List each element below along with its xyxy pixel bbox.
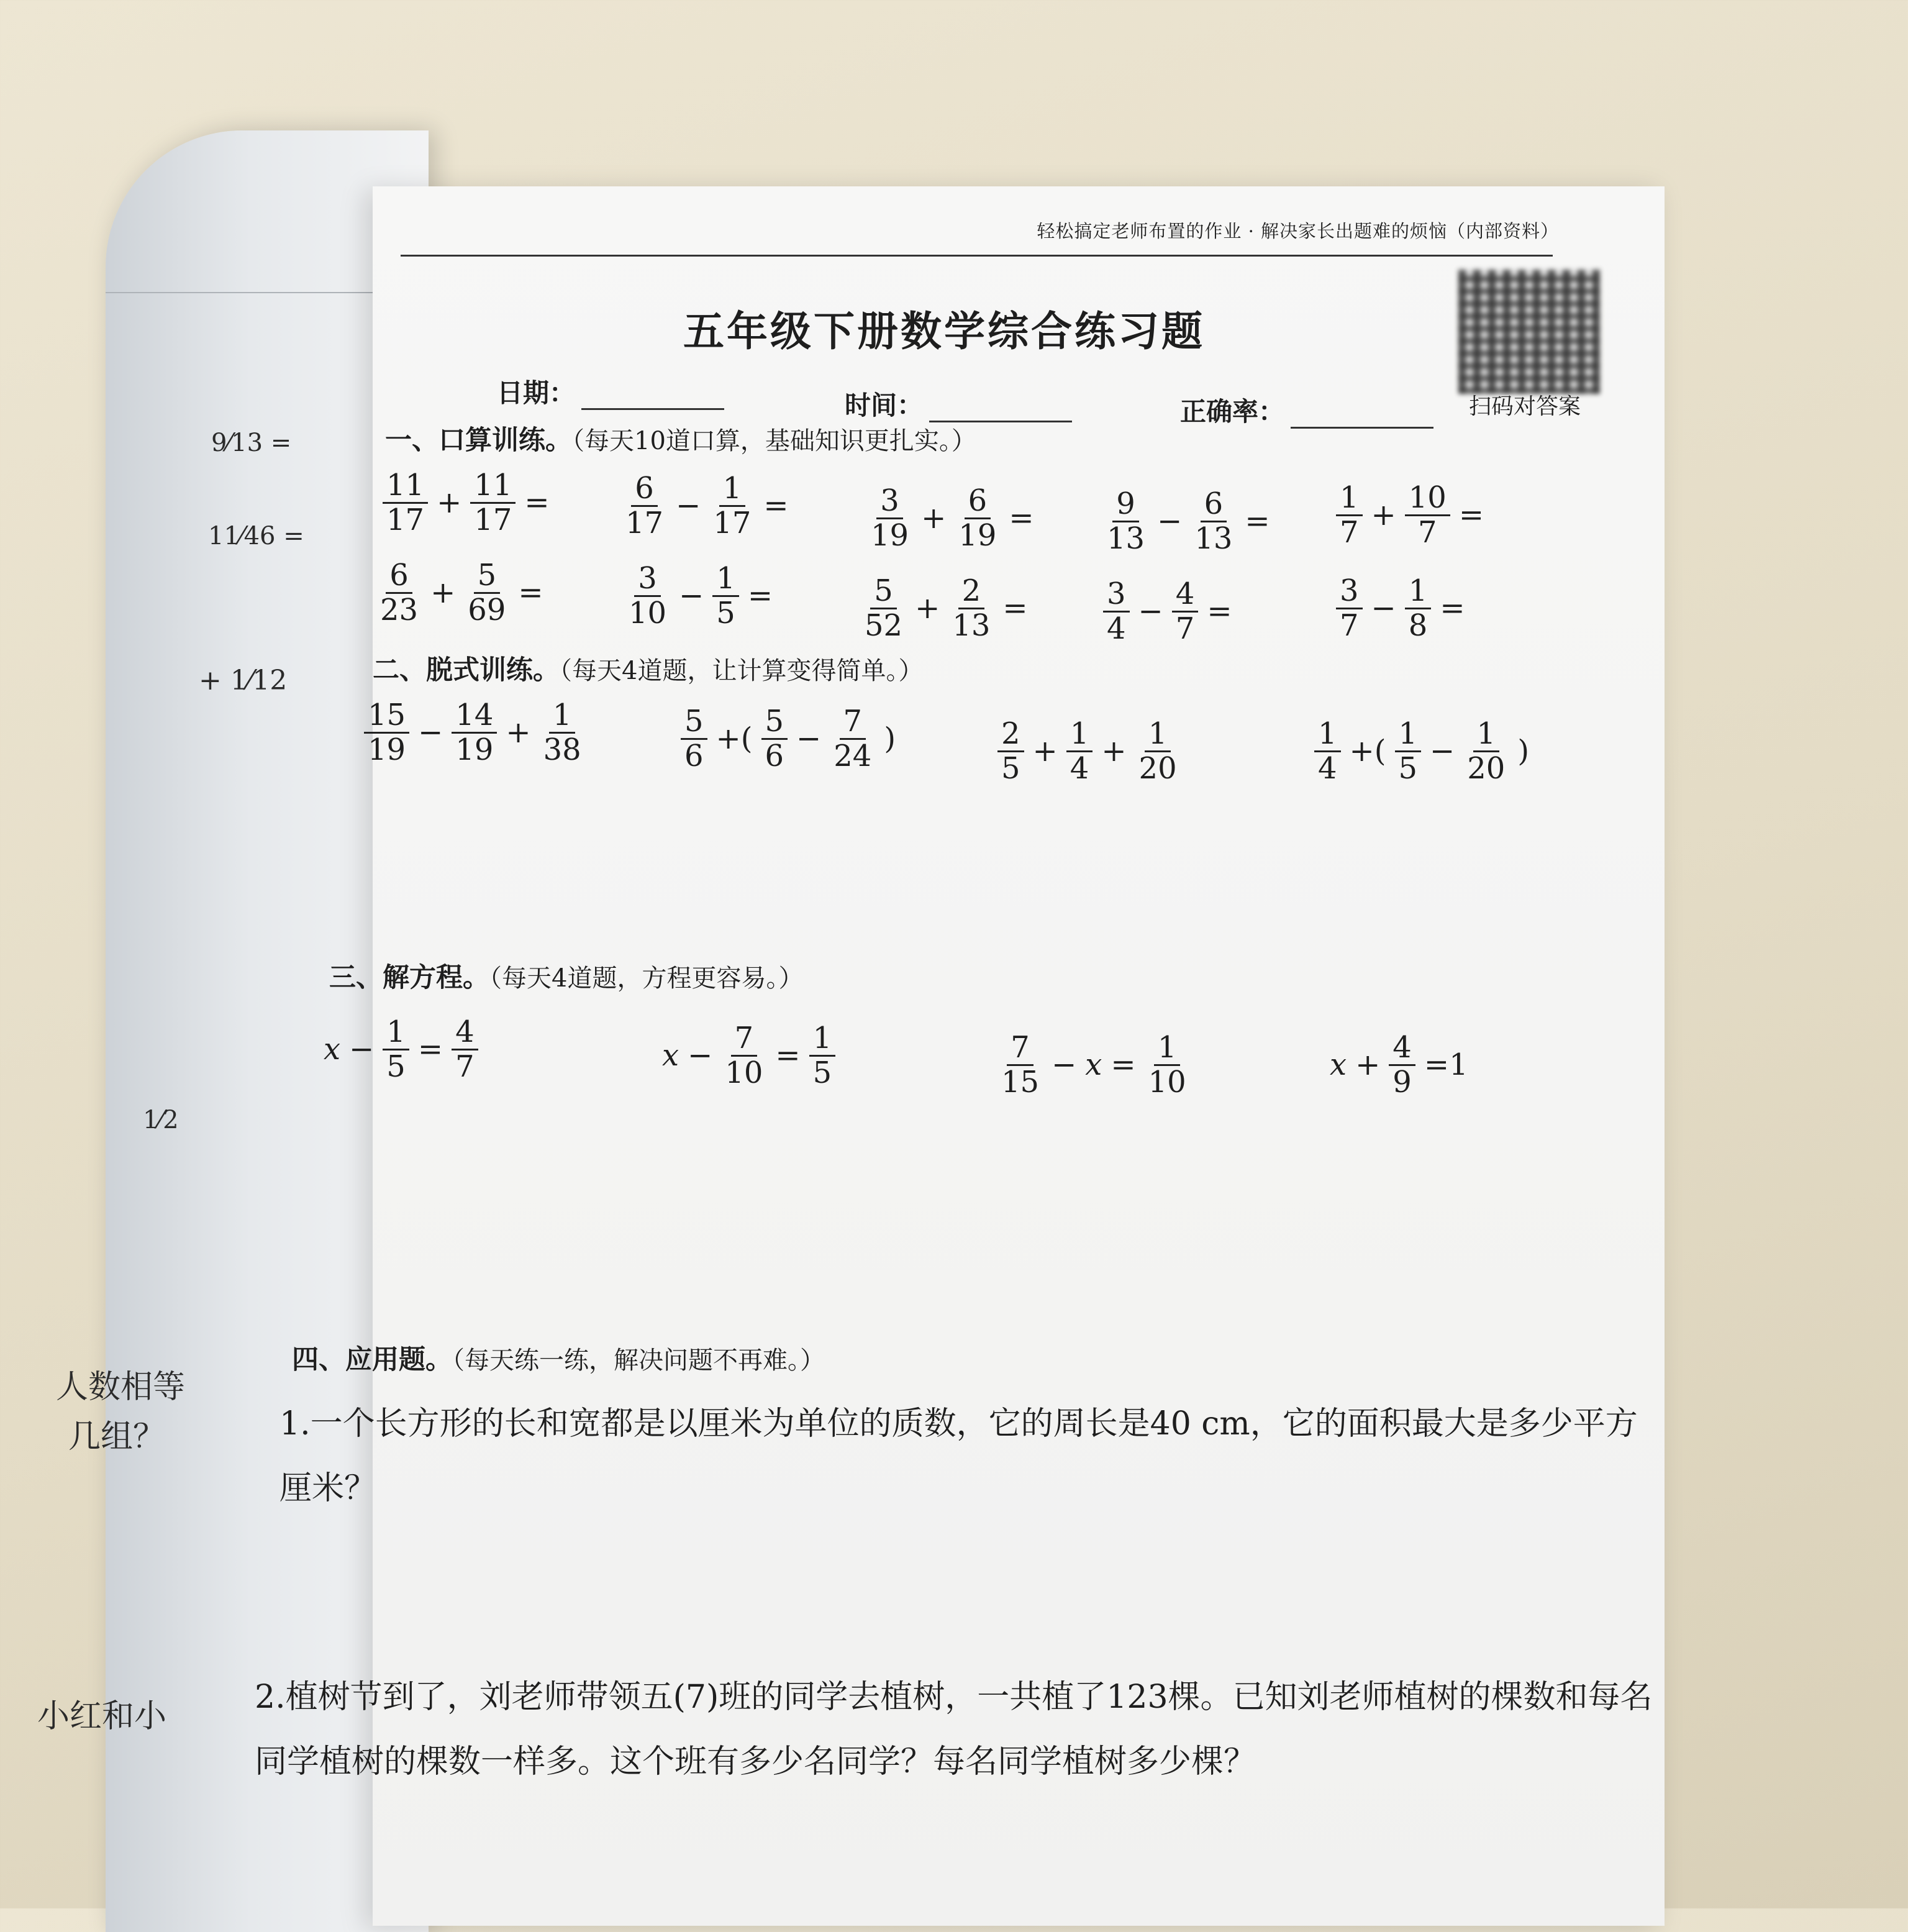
oral-q9: $\frac{3}{4}$ − $\frac{4}{7}$ = [1099, 578, 1237, 645]
date-label: 日期： [497, 378, 576, 408]
qr-code-icon [1458, 270, 1600, 394]
time-field [845, 385, 1072, 422]
oral-q2: $\frac{6}{17}$ − $\frac{1}{17}$ = [625, 471, 789, 540]
section-3-title: 三、解方程。 [329, 962, 489, 993]
left-ghost-text-2: 几组？ [68, 1418, 166, 1456]
section-4-title: 四、应用题。 [292, 1344, 452, 1375]
step-q1: $\frac{15}{19}$ − $\frac{14}{19}$ + $\frac{1}{38}$ [360, 699, 589, 767]
word-problem-2: 2.植树节到了，刘老师带领五(7)班的同学去植树，一共植了123棵。已知刘老师植树的棵数和每名同学植树的棵数一样多。这个班有多少名同学？每名同学植树多少棵？ [255, 1679, 1653, 1780]
equation-q4: x + $\frac{4}{9}$ =1 [1330, 1030, 1468, 1100]
left-fraction-1: 9⁄13 = [211, 429, 292, 457]
page-title: 五年级下册数学综合练习题 [683, 307, 1205, 355]
header-rule [401, 255, 1553, 257]
equation-q1: x − $\frac{1}{5}$ = $\frac{4}{7}$ [320, 1016, 482, 1083]
step-q2: $\frac{5}{6}$ +( $\frac{5}{6}$ − $\frac{7}{24}$ ) [677, 705, 901, 773]
section-4-note: （每天练一练，解决问题不再难。） [452, 1346, 825, 1375]
qr-label: 扫码对答案 [1469, 394, 1581, 419]
left-ghost-text-3: 小红和小 [37, 1698, 167, 1735]
date-blank[interactable] [581, 408, 724, 410]
left-fraction-4: 1⁄2 [143, 1106, 179, 1134]
section-1-note: （每天10道口算，基础知识更扎实。） [572, 427, 976, 455]
time-label: 时间： [845, 390, 924, 421]
step-q3: $\frac{2}{5}$ + $\frac{1}{4}$ + $\frac{1}{20}$ [994, 718, 1184, 785]
oral-q10: $\frac{3}{7}$ − $\frac{1}{8}$ = [1332, 575, 1470, 642]
header-text: 轻松搞定老师布置的作业 · 解决家长出题难的烦恼（内部资料） [1037, 221, 1559, 242]
oral-q4: $\frac{9}{13}$ − $\frac{6}{13}$ = [1107, 486, 1270, 556]
left-fraction-3: + 1⁄12 [199, 665, 288, 696]
left-ghost-text-1: 人数相等 [56, 1369, 186, 1406]
accuracy-label: 正确率： [1180, 396, 1285, 427]
accuracy-blank[interactable] [1291, 427, 1433, 429]
section-2-note: （每天4道题，让计算变得简单。） [560, 657, 924, 685]
step-q4: $\frac{1}{4}$ +( $\frac{1}{5}$ − $\frac{1}{20}$ ) [1311, 718, 1534, 785]
section-3-note: （每天4道题，方程更容易。） [489, 964, 804, 993]
oral-q3: $\frac{3}{19}$ + $\frac{6}{19}$ = [871, 483, 1034, 553]
oral-q6: $\frac{6}{23}$ + $\frac{5}{69}$ = [380, 558, 543, 627]
oral-q8: $\frac{5}{52}$ + $\frac{2}{13}$ = [865, 573, 1028, 643]
section-1-title: 一、口算训练。 [385, 425, 572, 456]
section-2-title: 二、脱式训练。 [373, 655, 560, 686]
section-word-problems [292, 1339, 825, 1377]
section-oral-calc [385, 419, 976, 457]
oral-q1: $\frac{11}{17}$ + $\frac{11}{17}$ = [379, 469, 555, 537]
section-equations [329, 957, 803, 995]
word-problem-1: 1.一个长方形的长和宽都是以厘米为单位的质数，它的周长是40 cm，它的面积最大是多少平方厘米？ [279, 1405, 1638, 1507]
left-fraction-2: 11⁄46 = [208, 522, 304, 550]
equation-q2: x − $\frac{7}{10}$ = $\frac{1}{5}$ [658, 1022, 839, 1090]
oral-q7: $\frac{3}{10}$ − $\frac{1}{5}$ = [629, 561, 773, 631]
accuracy-field [1180, 391, 1433, 429]
date-field [497, 373, 724, 410]
oral-q5: $\frac{1}{7}$ + $\frac{10}{7}$ = [1332, 481, 1489, 549]
section-step-calc [373, 649, 923, 687]
equation-q3: $\frac{7}{15}$ − x = $\frac{1}{10}$ [1001, 1030, 1186, 1100]
